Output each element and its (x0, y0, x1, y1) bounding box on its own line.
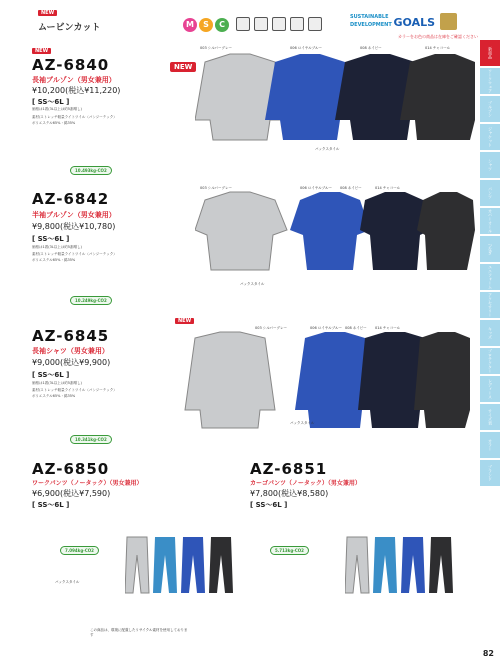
sidebar-tab[interactable]: パンツ (480, 180, 500, 206)
size-range: [ SS〜6L ] (250, 501, 288, 509)
footer-note: この商品は、環境に配慮したリサイクル素材を使用しております (90, 628, 188, 637)
color-label: 003 シルバーグレー (200, 186, 232, 190)
pants-images (345, 535, 455, 595)
material-blend: ポリエステル65%・綿35% (32, 121, 76, 125)
sidebar-tab[interactable]: ワークウェア (480, 68, 500, 94)
back-style: バックスタイル (315, 147, 340, 151)
garment-jackets (195, 190, 475, 275)
sidebar-tab[interactable]: シャツ (480, 152, 500, 178)
product-name: 長袖ブルゾン（男女兼用） (32, 76, 116, 84)
back-style: バックスタイル (290, 421, 315, 425)
color-label: 006 ロイヤルブルー (310, 326, 343, 330)
sidebar-tab-new[interactable]: 新商品 (480, 40, 500, 66)
sidebar-tab[interactable]: アクセサリー (480, 292, 500, 318)
color-label: 008 ネイビー (345, 326, 367, 330)
co2-badge: 7.094kg-CO2 (60, 546, 99, 555)
new-tag: NEW (175, 318, 194, 324)
product-name: カーゴパンツ（ノータック）（男女兼用） (250, 480, 361, 487)
sidebar-tab[interactable]: ブルゾン (480, 96, 500, 122)
page-title: ムービンカット (38, 23, 101, 33)
back-style: バックスタイル (55, 580, 80, 584)
product-code: AZ-6840 (32, 56, 110, 74)
product-price: ¥10,200(税込¥11,220) (32, 86, 121, 95)
pants-images (125, 535, 235, 595)
sidebar-tab[interactable]: つなぎ (480, 236, 500, 262)
color-label: 014 チャコール (375, 186, 401, 190)
new-tag: NEW (32, 48, 51, 54)
stretch2-icon (308, 17, 322, 31)
page-number: 82 (482, 649, 494, 658)
co2-badge: 10.341kg-CO2 (70, 435, 112, 444)
color-label: 008 ネイビー (360, 46, 382, 50)
product-name: ワークパンツ（ノータック）（男女兼用） (32, 480, 143, 487)
product-price: ¥9,800(税込¥10,780) (32, 222, 116, 231)
sidebar-tab[interactable]: カラー (480, 432, 500, 458)
quick-dry-icon (290, 17, 304, 31)
product-code: AZ-6845 (32, 327, 110, 345)
sidebar-tab[interactable]: ジャケット (480, 124, 500, 150)
back-style: バックスタイル (240, 282, 265, 286)
product-price: ¥9,000(税込¥9,900) (32, 358, 111, 367)
sidebar (480, 40, 500, 640)
color-label: 014 チャコール (375, 326, 401, 330)
product-name: 長袖シャツ（男女兼用） (32, 347, 109, 355)
color-label: 008 ネイビー (340, 186, 362, 190)
sidebar-tab[interactable]: サイズ表 (480, 404, 500, 430)
sidebar-tab[interactable]: カバーオール (480, 208, 500, 234)
new-badge: NEW (170, 62, 196, 72)
product-price: ¥7,800(税込¥8,580) (250, 489, 329, 498)
badge-m: M (183, 18, 197, 32)
sidebar-tab[interactable]: プロテクター (480, 348, 500, 374)
material: 素材/ストレッチ軽量ライトツイル（バンジーテック） (32, 115, 117, 119)
sdg-logo: SUSTAINABLE DEVELOPMENT GOALS (350, 14, 436, 29)
size-note: 価格は1着(3L以上は約5割増し) (32, 245, 82, 249)
size-range: [ SS〜6L ] (32, 371, 70, 379)
size-range: [ SS〜6L ] (32, 98, 70, 106)
stock-note: カラーをお色の商品は在庫をご確認ください (398, 34, 478, 39)
antistatic-icon (236, 17, 250, 31)
new-tag: NEW (38, 10, 57, 16)
sidebar-tab[interactable]: ユニフォーム (480, 264, 500, 290)
garment-jackets (195, 50, 475, 145)
material: 素材/ストレッチ軽量ライトツイル（バンジーテック） (32, 252, 117, 256)
size-range: [ SS〜6L ] (32, 501, 70, 509)
product-code: AZ-6850 (32, 460, 110, 478)
garment-shirts (180, 330, 470, 430)
sidebar-tab[interactable]: ブランド (480, 460, 500, 486)
sidebar-tab[interactable]: レディース (480, 376, 500, 402)
size-note: 価格は1着(3L以上は約5割増し) (32, 107, 82, 111)
material-blend: ポリエステル65%・綿35% (32, 258, 76, 262)
material-blend: ポリエステル65%・綿35% (32, 394, 76, 398)
badge-s: S (199, 18, 213, 32)
size-note: 価格は1着(3L以上は約5割増し) (32, 381, 82, 385)
size-range: [ SS〜6L ] (32, 235, 70, 243)
color-label: 006 ロイヤルブルー (290, 46, 323, 50)
color-label: 006 ロイヤルブルー (300, 186, 333, 190)
product-name: 半袖ブルゾン（男女兼用） (32, 211, 116, 219)
sidebar-tab[interactable]: キッズ (480, 320, 500, 346)
color-label: 014 チャコール (425, 46, 451, 50)
co2-badge: 10.249kg-CO2 (70, 296, 112, 305)
color-label: 003 シルバーグレー (255, 326, 287, 330)
material: 素材/ストレッチ軽量ライトツイル（バンジーテック） (32, 388, 117, 392)
color-label: 003 シルバーグレー (200, 46, 232, 50)
sdg-icon (440, 13, 457, 30)
product-price: ¥6,900(税込¥7,590) (32, 489, 111, 498)
product-code: AZ-6851 (250, 460, 328, 478)
deodorant-icon (272, 17, 286, 31)
badge-c: C (215, 18, 229, 32)
product-code: AZ-6842 (32, 190, 110, 208)
stretch-icon (254, 17, 268, 31)
co2-badge: 5.713kg-CO2 (270, 546, 309, 555)
co2-badge: 10.493kg-CO2 (70, 166, 112, 175)
